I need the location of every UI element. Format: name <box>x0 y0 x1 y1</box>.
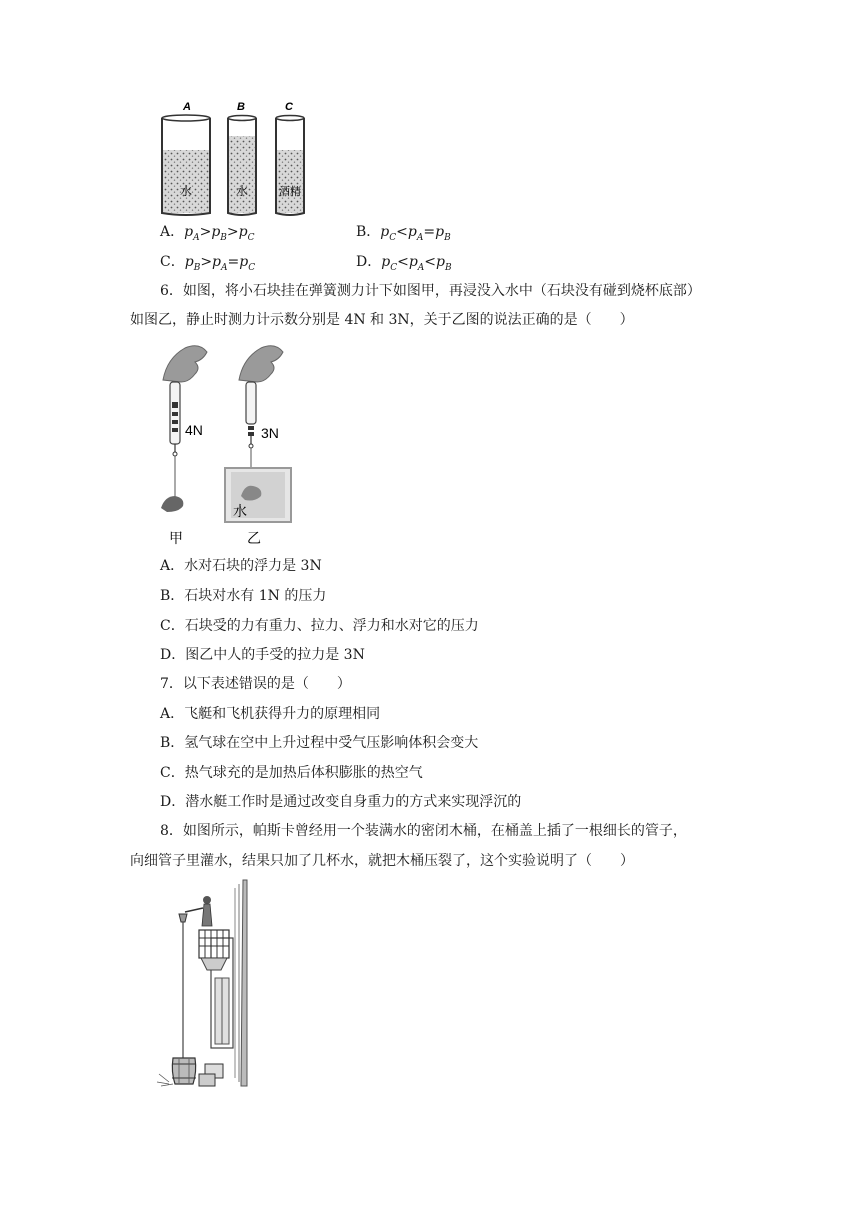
caption-a: 甲 <box>169 531 183 547</box>
q5-option-d: D．$p_C<p_A<p_B$ <box>356 254 452 273</box>
liquid-c: 酒精 <box>279 185 301 198</box>
q6-option-b: B．石块对水有 1N 的压力 <box>160 588 327 604</box>
caption-b: 乙 <box>247 531 261 547</box>
water-label: 水 <box>233 504 247 520</box>
q7-option-c: C．热气球充的是加热后体积膨胀的热空气 <box>160 765 423 781</box>
q6-stem-line1: 6．如图，将小石块挂在弹簧测力计下如图甲，再浸没入水中（石块没有碰到烧杯底部） <box>160 283 701 299</box>
q5-option-a: A．$p_A>p_B>p_C$ <box>160 224 255 243</box>
q6-spring-scale-figure <box>155 340 305 550</box>
hand-icon <box>163 346 207 382</box>
q8-stem-line2: 向细管子里灌水，结果只加了几杯水，就把木桶压裂了，这个实验说明了（ ） <box>130 853 634 869</box>
q6-option-d: D．图乙中人的手受的拉力是 3N <box>160 647 365 663</box>
q7-option-d: D．潜水艇工作时是通过改变自身重力的方式来实现浮沉的 <box>160 794 522 810</box>
q6-stem-line2: 如图乙，静止时测力计示数分别是 4N 和 3N，关于乙图的说法正确的是（ ） <box>130 312 634 328</box>
label-c: C <box>285 101 293 113</box>
q5-cylinders-figure <box>158 98 308 218</box>
q6-option-a: A．水对石块的浮力是 3N <box>160 558 322 574</box>
q7-option-b: B．氢气球在空中上升过程中受气压影响体积会变大 <box>160 735 479 751</box>
label-b: B <box>237 101 245 113</box>
q5-option-c: C．$p_B>p_A=p_C$ <box>160 254 256 273</box>
reading-b: 3N <box>261 425 279 441</box>
q5-option-b: B．$p_C<p_A=p_B$ <box>356 224 451 243</box>
q8-stem-line1: 8．如图所示，帕斯卡曾经用一个装满水的密闭木桶，在桶盖上插了一根细长的管子， <box>160 823 687 839</box>
q7-option-a: A．飞艇和飞机获得升力的原理相同 <box>160 706 381 722</box>
q6-option-c: C．石块受的力有重力、拉力、浮力和水对它的压力 <box>160 618 479 634</box>
liquid-b: 水 <box>235 184 249 198</box>
q8-pascal-barrel-figure <box>155 878 255 1088</box>
q7-stem: 7．以下表述错误的是（ ） <box>160 676 351 692</box>
reading-a: 4N <box>185 422 203 438</box>
label-a: A <box>183 101 191 113</box>
liquid-a: 水 <box>179 184 193 198</box>
